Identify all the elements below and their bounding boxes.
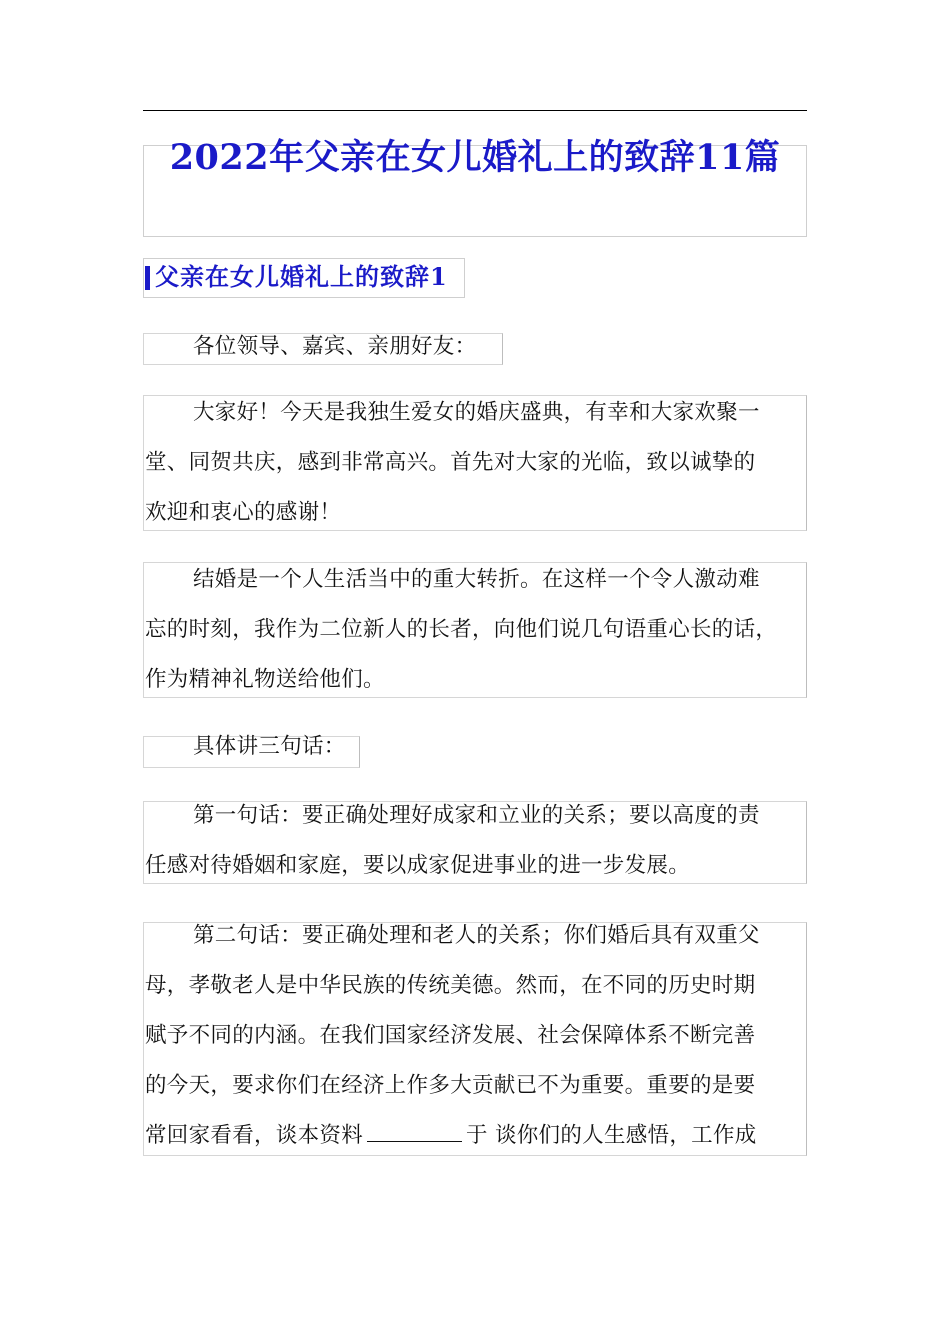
text-line: 欢迎和衷心的感谢！ <box>145 500 342 525</box>
text-line: 结婚是一个人生活当中的重大转折。在这样一个令人激动难 <box>193 567 760 592</box>
fill-in-blank <box>367 1123 462 1142</box>
paragraph-marriage <box>145 555 815 705</box>
text-fragment: 于 谈你们的人生感悟，工作成 <box>466 1123 757 1148</box>
text-line <box>145 1111 815 1161</box>
section-heading: 父亲在女儿婚礼上的致辞1 <box>155 262 448 291</box>
text-line: 第二句话：要正确处理和老人的关系；你们婚后具有双重父 <box>193 923 760 948</box>
paragraph-welcome <box>145 388 815 538</box>
paragraph-first-sentence <box>145 791 815 891</box>
text-line: 任感对待婚姻和家庭，要以成家促进事业的进一步发展。 <box>145 853 691 878</box>
text-line: 堂、同贺共庆，感到非常高兴。首先对大家的光临，致以诚挚的 <box>145 450 756 475</box>
text-line: 母，孝敬老人是中华民族的传统美德。然而，在不同的历史时期 <box>145 973 756 998</box>
text-line: 的今天，要求你们在经济上作多大贡献已不为重要。重要的是要 <box>145 1073 756 1098</box>
paragraph-greeting <box>145 322 815 372</box>
text-line: 大家好！今天是我独生爱女的婚庆盛典，有幸和大家欢聚一 <box>193 400 760 425</box>
paragraph-second-sentence <box>145 911 815 1161</box>
text-line: 第一句话：要正确处理好成家和立业的关系；要以高度的责 <box>193 803 760 828</box>
top-rule <box>143 110 807 111</box>
text-line: 各位领导、嘉宾、亲朋好友： <box>193 334 477 359</box>
text-line: 作为精神礼物送给他们。 <box>145 667 385 692</box>
text-fragment: 常回家看看，谈本资料 <box>145 1123 364 1148</box>
text-line: 忘的时刻，我作为二位新人的长者，向他们说几句语重心长的话， <box>145 617 778 642</box>
text-line: 赋予不同的内涵。在我们国家经济发展、社会保障体系不断完善 <box>145 1023 756 1048</box>
text-line: 具体讲三句话： <box>193 734 346 759</box>
paragraph-three-sentences <box>145 722 815 772</box>
document-title: 2022年父亲在女儿婚礼上的致辞11篇 <box>169 137 781 178</box>
heading-marker <box>145 266 150 290</box>
